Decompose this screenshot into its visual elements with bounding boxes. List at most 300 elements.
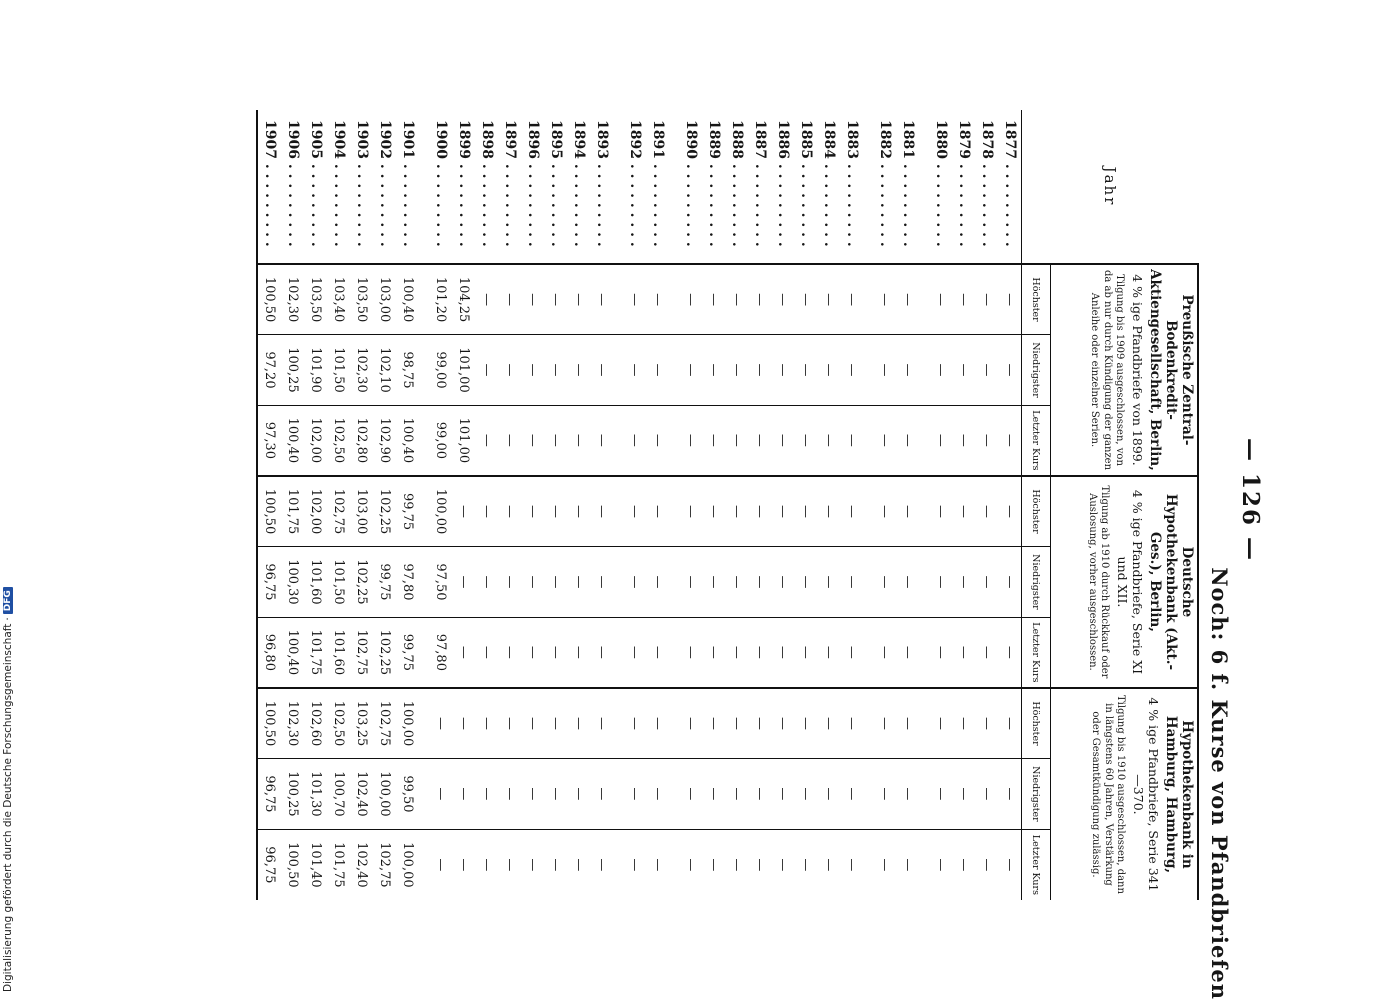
price-cell: — [452, 476, 475, 547]
year-cell: 1900 . . . . . . . . . [433, 120, 449, 247]
price-cell: — [975, 688, 998, 759]
price-cell: — [725, 476, 748, 547]
price-cell: — [646, 759, 669, 830]
table-row [590, 110, 613, 900]
bank-header-row [1051, 110, 1199, 900]
price-cell: — [771, 547, 794, 618]
price-cell: — [896, 476, 919, 547]
price-cell: — [771, 264, 794, 335]
price-cell: — [567, 335, 590, 406]
price-cell: — [590, 476, 613, 547]
price-cell: — [521, 335, 544, 406]
price-cell: — [623, 335, 646, 406]
year-cell: 1906 . . . . . . . . . [285, 120, 301, 247]
price-cell: — [567, 264, 590, 335]
year-cell: 1891 . . . . . . . . . [650, 120, 666, 247]
group-spacer [669, 110, 679, 900]
price-cell: — [623, 759, 646, 830]
price-cell: — [544, 476, 567, 547]
price-cell: — [567, 476, 590, 547]
price-cell: — [817, 476, 840, 547]
price-cell: — [929, 759, 952, 830]
price-type-header: Höchster [1022, 688, 1051, 759]
price-cell: — [567, 759, 590, 830]
table-row [646, 110, 669, 900]
price-cell: — [452, 547, 475, 618]
price-cell: 96,80 [257, 617, 281, 688]
table-row [679, 110, 702, 900]
price-cell: — [498, 476, 521, 547]
price-cell: — [896, 547, 919, 618]
bank-name: Preußische Zentral-Bodenkredit-Aktiengesellschaft, Berlin, [1147, 269, 1195, 471]
price-cell: — [623, 829, 646, 900]
price-cell: — [475, 617, 498, 688]
price-cell: — [748, 405, 771, 476]
year-cell: 1899 . . . . . . . . . [456, 120, 472, 247]
price-cell: 102,10 [373, 335, 396, 406]
price-cell: — [544, 759, 567, 830]
price-cell: — [748, 617, 771, 688]
price-cell: — [975, 476, 998, 547]
price-cell: — [817, 547, 840, 618]
price-cell: — [544, 617, 567, 688]
price-cell: — [896, 335, 919, 406]
price-cell: — [567, 405, 590, 476]
price-cell: — [771, 405, 794, 476]
price-cell: 103,50 [350, 264, 373, 335]
price-cell: — [623, 688, 646, 759]
table-row [327, 110, 350, 900]
bank-note: Tilgung bis 1909 ausgeschlossen, von da ab nur durch Kündigung der ganzen Anleihe oder einzelner Serien. [1089, 269, 1126, 471]
price-cell: 102,50 [327, 405, 350, 476]
price-cell: — [498, 617, 521, 688]
price-cell: — [590, 829, 613, 900]
price-cell: — [567, 688, 590, 759]
price-cell: — [896, 759, 919, 830]
table-row [521, 110, 544, 900]
price-cell: 100,00 [396, 829, 419, 900]
price-cell: 99,50 [396, 759, 419, 830]
price-cell: 102,50 [327, 688, 350, 759]
price-cell: 99,75 [396, 617, 419, 688]
price-cell: — [873, 547, 896, 618]
price-cell: — [590, 264, 613, 335]
price-cell: 97,20 [257, 335, 281, 406]
year-cell: 1880 . . . . . . . . . [933, 120, 949, 247]
price-cell: — [498, 829, 521, 900]
price-cell: — [975, 617, 998, 688]
bank-name: Hypothekenbank in Hamburg, Hamburg, [1163, 715, 1195, 874]
year-cell: 1904 . . . . . . . . . [331, 120, 347, 247]
price-cell: 102,00 [304, 405, 327, 476]
price-cell: 97,50 [429, 547, 452, 618]
table-row [748, 110, 771, 900]
price-cell: — [840, 759, 863, 830]
price-cell: — [975, 264, 998, 335]
price-cell: — [929, 335, 952, 406]
price-cell: — [929, 617, 952, 688]
bond-price-table [256, 110, 1199, 900]
bank-name: Deutsche Hypothekenbank (Akt.-Ges.), Berlin, [1147, 493, 1195, 671]
price-cell: — [679, 476, 702, 547]
price-cell: — [929, 829, 952, 900]
price-cell: 100,40 [281, 617, 304, 688]
price-cell: — [817, 264, 840, 335]
price-cell: — [646, 405, 669, 476]
price-cell: 102,25 [373, 617, 396, 688]
price-cell: 102,60 [304, 688, 327, 759]
price-cell: — [475, 547, 498, 618]
table-row [725, 110, 748, 900]
price-cell: — [840, 335, 863, 406]
price-cell: — [646, 829, 669, 900]
price-cell: — [817, 759, 840, 830]
bank-header-3 [1051, 688, 1199, 900]
price-cell: — [748, 688, 771, 759]
page-number: — 126 — [1237, 437, 1264, 563]
price-cell: 102,30 [350, 335, 373, 406]
year-cell: 1882 . . . . . . . . . [877, 120, 893, 247]
price-cell: 102,75 [373, 829, 396, 900]
year-cell: 1895 . . . . . . . . . [548, 120, 564, 247]
price-cell: — [840, 476, 863, 547]
price-cell: — [840, 264, 863, 335]
price-cell: 100,25 [281, 759, 304, 830]
year-cell: 1884 . . . . . . . . . [821, 120, 837, 247]
price-cell: 101,00 [452, 335, 475, 406]
price-cell: — [679, 759, 702, 830]
bank-subtitle: 4 % ige Pfandbriefe, Serie 341—370. [1131, 697, 1162, 892]
price-cell: — [521, 264, 544, 335]
price-cell: — [840, 547, 863, 618]
price-cell: — [873, 264, 896, 335]
price-cell: — [498, 335, 521, 406]
price-cell: 101,60 [304, 547, 327, 618]
price-cell: 100,00 [429, 476, 452, 547]
table-row [567, 110, 590, 900]
table-row [452, 110, 475, 900]
price-cell: — [975, 759, 998, 830]
price-cell: 99,75 [396, 476, 419, 547]
price-cell: 101,50 [327, 335, 350, 406]
price-cell: — [817, 335, 840, 406]
bank-subtitle: 4 % ige Pfandbriefe von 1899. [1130, 274, 1146, 466]
price-cell: — [679, 264, 702, 335]
price-cell: — [975, 405, 998, 476]
price-cell: — [567, 829, 590, 900]
year-cell: 1896 . . . . . . . . . [525, 120, 541, 247]
price-cell: — [896, 829, 919, 900]
price-cell: — [794, 476, 817, 547]
price-cell: — [590, 405, 613, 476]
year-cell: 1890 . . . . . . . . . [683, 120, 699, 247]
table-row [498, 110, 521, 900]
price-cell: — [590, 617, 613, 688]
price-cell: — [952, 829, 975, 900]
price-cell: 102,25 [350, 547, 373, 618]
price-cell: — [702, 476, 725, 547]
table-row [840, 110, 863, 900]
price-cell: 100,70 [327, 759, 350, 830]
table-row [702, 110, 725, 900]
table-row [257, 110, 281, 900]
price-cell: 100,00 [396, 688, 419, 759]
price-cell: — [952, 264, 975, 335]
price-cell: — [794, 829, 817, 900]
price-cell: — [725, 335, 748, 406]
price-cell: 97,30 [257, 405, 281, 476]
price-cell: — [794, 759, 817, 830]
table-row [929, 110, 952, 900]
price-cell: — [544, 335, 567, 406]
price-cell: — [896, 617, 919, 688]
price-cell: — [998, 759, 1022, 830]
price-cell: — [429, 688, 452, 759]
price-cell: — [725, 617, 748, 688]
bank-note: Tilgung ab 1910 durch Rückkauf oder Auslosung, vorher ausgeschlossen. [1086, 485, 1111, 679]
bank-header-2 [1051, 476, 1199, 688]
price-cell: 101,00 [452, 405, 475, 476]
price-cell: — [498, 688, 521, 759]
price-cell: 102,75 [350, 617, 373, 688]
price-cell: 103,00 [350, 476, 373, 547]
price-cell: — [817, 829, 840, 900]
price-cell: — [794, 405, 817, 476]
price-cell: — [896, 405, 919, 476]
price-cell: 102,40 [350, 759, 373, 830]
table-row [350, 110, 373, 900]
price-cell: — [817, 617, 840, 688]
price-cell: — [998, 829, 1022, 900]
year-cell: 1903 . . . . . . . . . [354, 120, 370, 247]
digitization-credit: Digitalisierung gefördert durch die Deutsche Forschungsgemeinschaft · DFG [2, 587, 14, 992]
table-row [281, 110, 304, 900]
price-cell: — [952, 405, 975, 476]
price-cell: 102,40 [350, 829, 373, 900]
price-cell: — [544, 547, 567, 618]
price-cell: — [952, 617, 975, 688]
price-cell: — [748, 759, 771, 830]
price-cell: 100,00 [373, 759, 396, 830]
price-cell: — [896, 688, 919, 759]
group-spacer [863, 110, 873, 900]
price-cell: — [794, 617, 817, 688]
table-row [475, 110, 498, 900]
price-cell: — [952, 547, 975, 618]
year-cell: 1887 . . . . . . . . . [752, 120, 768, 247]
price-cell: 96,75 [257, 759, 281, 830]
price-cell: 102,75 [373, 688, 396, 759]
price-cell: — [679, 829, 702, 900]
price-cell: 103,00 [373, 264, 396, 335]
price-cell: — [929, 405, 952, 476]
price-cell: — [873, 759, 896, 830]
price-cell: — [429, 829, 452, 900]
price-cell: — [952, 759, 975, 830]
price-cell: — [590, 688, 613, 759]
price-cell: — [748, 335, 771, 406]
price-cell: 100,30 [281, 547, 304, 618]
table-row [998, 110, 1022, 900]
price-cell: — [873, 617, 896, 688]
price-type-header: Höchster [1022, 476, 1051, 547]
price-cell: 101,75 [281, 476, 304, 547]
price-cell: — [794, 264, 817, 335]
price-cell: — [646, 264, 669, 335]
price-type-header: Niedrigster [1022, 759, 1051, 830]
bank-header-1 [1051, 264, 1199, 476]
price-cell: — [475, 405, 498, 476]
price-cell: — [896, 264, 919, 335]
price-cell: — [998, 617, 1022, 688]
price-cell: — [952, 688, 975, 759]
price-cell: — [840, 688, 863, 759]
year-cell: 1905 . . . . . . . . . [308, 120, 324, 247]
price-cell: — [521, 829, 544, 900]
bank-subtitle: 4 % ige Pfandbriefe, Serie XI und XII. [1115, 489, 1146, 675]
year-cell: 1893 . . . . . . . . . [594, 120, 610, 247]
table-row [429, 110, 452, 900]
price-cell: — [475, 688, 498, 759]
price-cell: — [702, 405, 725, 476]
price-cell: — [998, 264, 1022, 335]
price-cell: — [929, 688, 952, 759]
price-cell: — [590, 759, 613, 830]
price-cell: — [646, 688, 669, 759]
price-type-header: Niedrigster [1022, 547, 1051, 618]
table-row [794, 110, 817, 900]
price-cell: — [646, 335, 669, 406]
year-cell: 1902 . . . . . . . . . [377, 120, 393, 247]
price-cell: 97,80 [396, 547, 419, 618]
price-cell: 101,40 [304, 829, 327, 900]
price-cell: — [702, 759, 725, 830]
price-cell: — [952, 335, 975, 406]
price-cell: — [452, 759, 475, 830]
credit-text: Digitalisierung gefördert durch die Deutsche Forschungsgemeinschaft [2, 623, 14, 992]
price-cell: — [679, 405, 702, 476]
price-cell: 101,90 [304, 335, 327, 406]
price-cell: — [998, 688, 1022, 759]
price-cell: 103,40 [327, 264, 350, 335]
table-row [896, 110, 919, 900]
price-cell: — [429, 759, 452, 830]
price-cell: — [679, 335, 702, 406]
price-cell: — [475, 829, 498, 900]
year-cell: 1883 . . . . . . . . . [844, 120, 860, 247]
group-spacer [919, 110, 929, 900]
group-spacer [419, 110, 429, 900]
year-cell: 1889 . . . . . . . . . [706, 120, 722, 247]
table-row [817, 110, 840, 900]
price-cell: 100,50 [257, 264, 281, 335]
group-spacer [613, 110, 623, 900]
price-cell: — [702, 335, 725, 406]
dfg-logo: DFG [3, 587, 13, 614]
price-cell: — [590, 547, 613, 618]
price-cell: — [475, 264, 498, 335]
price-cell: — [771, 688, 794, 759]
price-cell: 104,25 [452, 264, 475, 335]
year-cell: 1894 . . . . . . . . . [571, 120, 587, 247]
year-cell: 1881 . . . . . . . . . [900, 120, 916, 247]
price-cell: 102,00 [304, 476, 327, 547]
price-cell: 103,25 [350, 688, 373, 759]
price-cell: 99,75 [373, 547, 396, 618]
year-cell: 1898 . . . . . . . . . [479, 120, 495, 247]
price-cell: — [567, 547, 590, 618]
price-cell: — [998, 476, 1022, 547]
price-cell: — [521, 759, 544, 830]
bank-note: Tilgung bis 1910 ausgeschlossen, dann in längstens 60 Jahren, Verstärkung oder Gesamtkündigung zulässig. [1090, 695, 1127, 894]
price-cell: — [998, 335, 1022, 406]
price-cell: — [771, 476, 794, 547]
price-cell: 101,75 [327, 829, 350, 900]
price-cell: — [521, 688, 544, 759]
price-cell: 101,75 [304, 617, 327, 688]
price-cell: — [873, 476, 896, 547]
price-cell: 102,75 [327, 476, 350, 547]
price-cell: — [475, 335, 498, 406]
price-cell: — [702, 264, 725, 335]
price-cell: 99,00 [429, 405, 452, 476]
price-cell: — [929, 547, 952, 618]
price-cell: 100,50 [257, 476, 281, 547]
price-cell: 103,50 [304, 264, 327, 335]
price-cell: — [929, 476, 952, 547]
price-cell: — [725, 759, 748, 830]
price-cell: — [452, 829, 475, 900]
price-cell: — [521, 617, 544, 688]
price-cell: — [748, 476, 771, 547]
price-type-header: Letzter Kurs [1022, 405, 1051, 476]
price-cell: 101,30 [304, 759, 327, 830]
price-cell: — [498, 405, 521, 476]
price-cell: — [840, 617, 863, 688]
year-cell: 1892 . . . . . . . . . [627, 120, 643, 247]
price-cell: — [475, 759, 498, 830]
price-cell: 101,20 [429, 264, 452, 335]
table-row [373, 110, 396, 900]
price-cell: — [679, 547, 702, 618]
page-title: Noch: 6 f. Kurse von Pfandbriefen [1207, 567, 1232, 1000]
price-cell: — [873, 829, 896, 900]
price-cell: — [544, 829, 567, 900]
price-cell: — [873, 405, 896, 476]
price-cell: — [873, 335, 896, 406]
price-cell: — [771, 829, 794, 900]
price-cell: — [817, 688, 840, 759]
table-row [873, 110, 896, 900]
year-cell: 1885 . . . . . . . . . [798, 120, 814, 247]
price-cell: 102,90 [373, 405, 396, 476]
table-row [304, 110, 327, 900]
price-cell: — [725, 829, 748, 900]
price-cell: 96,75 [257, 547, 281, 618]
price-cell: — [748, 547, 771, 618]
price-cell: — [452, 688, 475, 759]
price-cell: 99,00 [429, 335, 452, 406]
price-cell: 102,30 [281, 688, 304, 759]
price-cell: — [975, 335, 998, 406]
price-cell: — [623, 547, 646, 618]
price-cell: — [771, 759, 794, 830]
price-cell: — [840, 829, 863, 900]
price-cell: 100,25 [281, 335, 304, 406]
year-cell: 1886 . . . . . . . . . [775, 120, 791, 247]
price-cell: — [475, 476, 498, 547]
price-cell: — [623, 617, 646, 688]
